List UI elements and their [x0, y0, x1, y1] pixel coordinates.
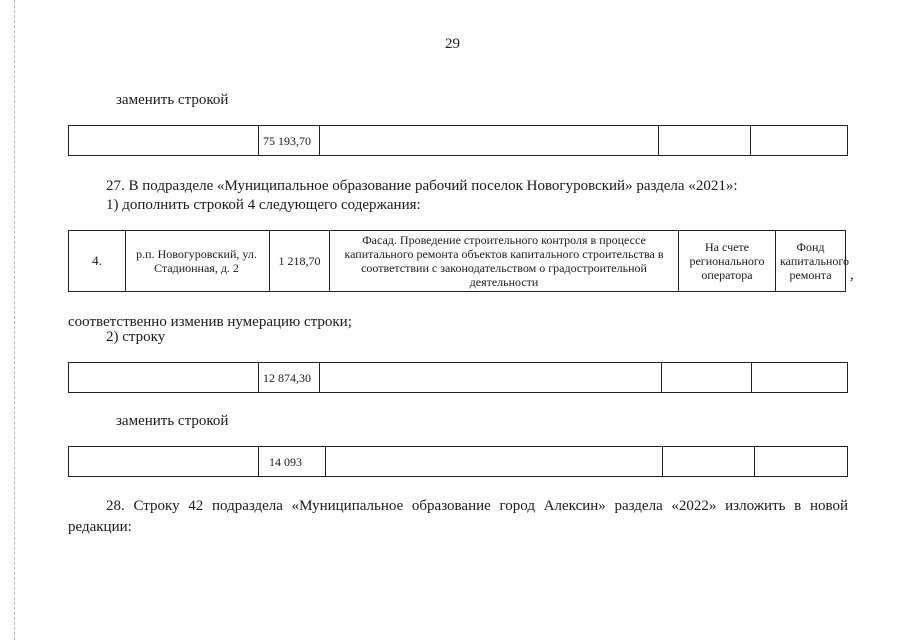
table-cell-description	[320, 126, 659, 156]
table-cell-amount: 75 193,70	[259, 126, 320, 156]
table-cell-fund: Фонд капитального ремонта	[776, 231, 846, 292]
table-cell-account: На счете регионального оператора	[679, 231, 776, 292]
table-cell-address	[69, 363, 259, 393]
table-cell-description: Фасад. Проведение строительного контроля в процессе капитального ремонта объектов капитального строительства в соответствии с законодательством о градостроительной деятельности	[330, 231, 679, 292]
paragraph-27: 27. В подразделе «Муниципальное образование рабочий поселок Новогуровский» раздела «2021»:	[106, 178, 738, 194]
table-trailing-comma: ,	[850, 267, 854, 283]
scan-margin-line	[14, 0, 15, 640]
table-cell-address: р.п. Новогуровский, ул. Стадионная, д. 2	[126, 231, 270, 292]
replace-label-1: заменить строкой	[116, 92, 229, 108]
table-cell-account	[659, 126, 751, 156]
table-cell-number: 4.	[69, 231, 126, 292]
table-cell-amount: 12 874,30	[259, 363, 320, 393]
page-number: 29	[445, 36, 460, 52]
table-cell-description	[326, 447, 663, 477]
table-cell-address	[69, 447, 259, 477]
renumber-text: соответственно изменив нумерацию строки;	[68, 314, 352, 330]
item-1: 1) дополнить строкой 4 следующего содержания:	[106, 197, 421, 213]
table-cell-fund	[752, 363, 848, 393]
table-row	[69, 231, 846, 292]
table-cell-fund	[755, 447, 848, 477]
table-cell-amount: 14 093	[259, 447, 326, 477]
table-new-row-4	[68, 230, 849, 292]
table-cell-description	[320, 363, 662, 393]
table-cell-address	[69, 126, 259, 156]
replace-label-2: заменить строкой	[116, 413, 229, 429]
table-cell-amount: 1 218,70	[270, 231, 330, 292]
table-cell-account	[662, 363, 752, 393]
table-cell-account	[663, 447, 755, 477]
table-row	[69, 126, 848, 156]
item-2: 2) строку	[106, 329, 166, 345]
table-row	[69, 363, 848, 393]
table-replacement-row-2	[68, 446, 848, 477]
table-row	[69, 447, 848, 477]
table-cell-fund	[751, 126, 848, 156]
table-original-row	[68, 362, 848, 393]
paragraph-28: 28. Строку 42 подраздела «Муниципальное образование город Алексин» раздела «2022» изложить в новой редакции:	[68, 498, 848, 535]
table-replacement-row-1	[68, 125, 848, 156]
